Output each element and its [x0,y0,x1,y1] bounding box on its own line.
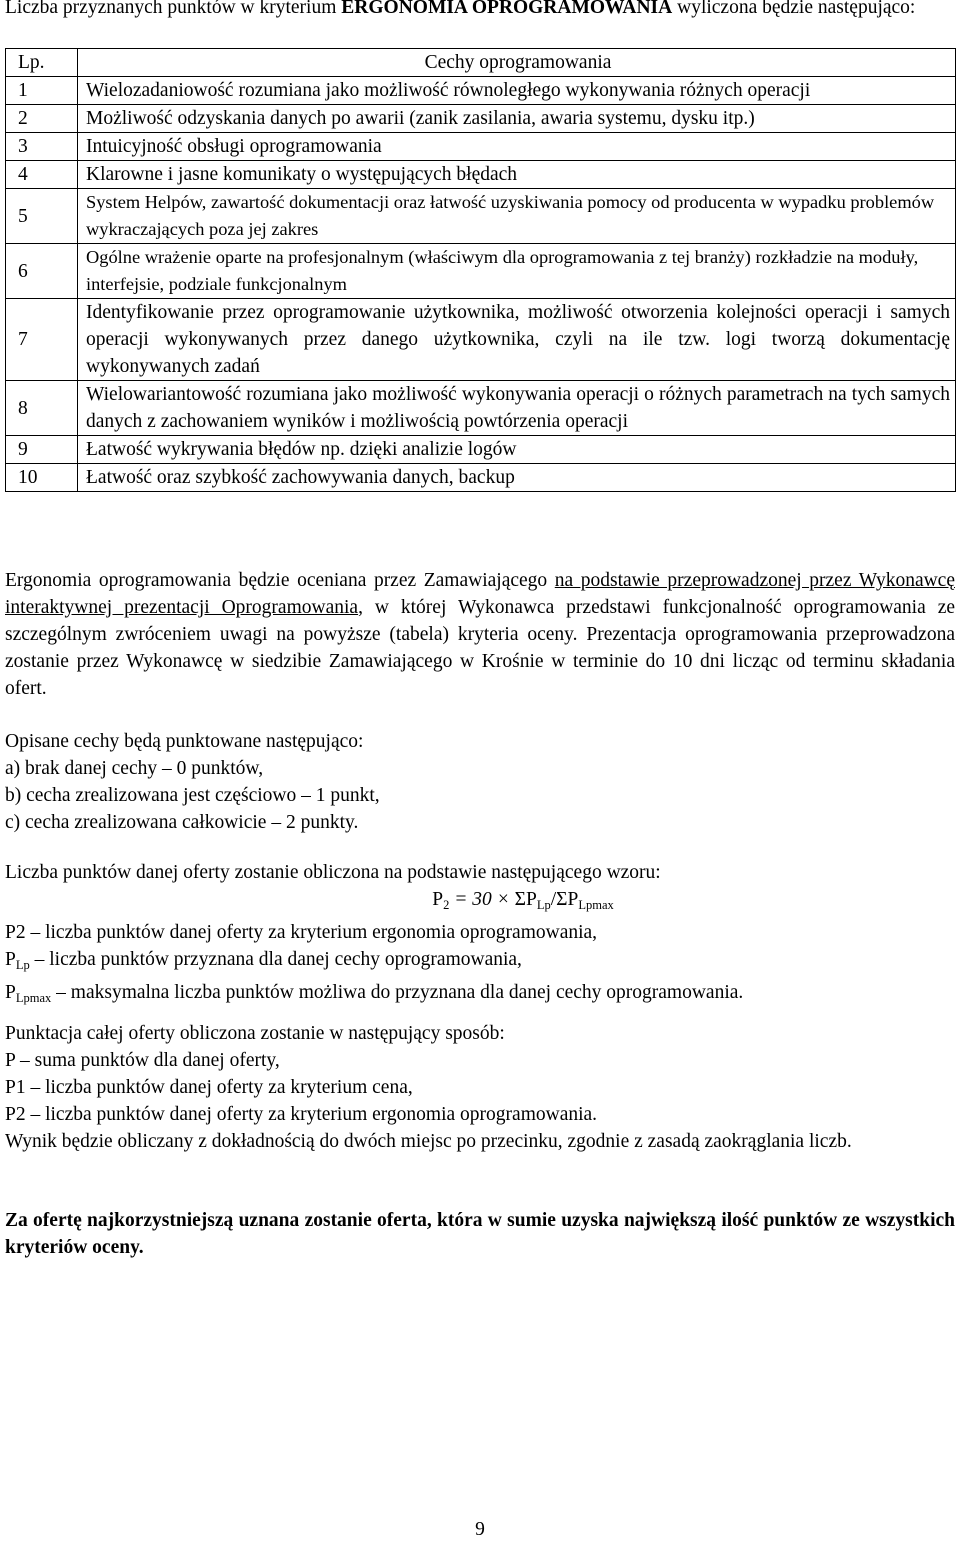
row-text: Łatwość oraz szybkość zachowywania danych, backup [78,464,956,492]
table-header-row [6,49,956,77]
total-result: Wynik będzie obliczany z dokładnością do dwóch miejsc po przecinku, zgodnie z zasadą zaokrąglania liczb. [5,1131,852,1152]
total-item: P1 – liczba punktów danej oferty za kryterium cena, [5,1077,413,1098]
row-text: Możliwość odzyskania danych po awarii (zanik zasilania, awaria systemu, dysku itp.) [78,105,956,133]
row-text: Klarowne i jasne komunikaty o występujących błędach [78,161,956,189]
row-number: 7 [6,299,78,381]
row-text: Identyfikowanie przez oprogramowanie użytkownika, możliwość otworzenia kolejności operacji i samych operacji wykonywanych przez danego użytkownika, czyli na ile tzw. logi tworzą dokumentację wykonywanych zadań [78,299,956,381]
row-number: 9 [6,436,78,464]
row-text: Ogólne wrażenie oparte na profesjonalnym (właściwym dla oprogramowania z tej branży) rozkładzie na moduły, interfejsie, podziale funkcjonalnym [78,244,956,299]
formula-sigma1-sub: Lp [536,898,551,912]
scoring-lead: Opisane cechy będą punktowane następująco: [5,731,364,752]
row-text: System Helpów, zawartość dokumentacji oraz łatwość uzyskiwania pomocy od producenta w wypadku problemów wykraczających poza jej zakres [78,189,956,244]
formula-p-sub: 2 [443,898,450,912]
scoring-item: c) cecha zrealizowana całkowicie – 2 punkty. [5,812,359,833]
table-row [6,77,956,105]
row-text: Intuicyjność obsługi oprogramowania [78,133,956,161]
row-number: 6 [6,244,78,299]
intro-paragraph [5,0,955,21]
formula-sigma2-sub: Lpmax [578,898,614,912]
formula-lead: Liczba punktów danej oferty zostanie obliczona na podstawie następującego wzoru: [5,862,661,883]
table-row [6,189,956,244]
table-row [6,299,956,381]
total-block [5,1020,955,1155]
formula-def-plpmax [5,979,955,1012]
formula-def-p2: P2 – liczba punktów danej oferty za kryterium ergonomia oprogramowania, [5,922,598,943]
row-text: Wielozadaniowość rozumiana jako możliwość równoległego wykonywania różnych operacji [78,77,956,105]
intro-criterion: ERGONOMIA OPROGRAMOWANIA [341,0,673,18]
intro-prefix: Liczba przyznanych punktów w kryterium [5,0,342,18]
header-features: Cechy oprogramowania [78,49,956,77]
formula-slash: / [550,889,557,910]
row-text: Wielowariantowość rozumiana jako możliwość wykonywania operacji o różnych parametrach na tych samych danych z zachowaniem wyników i możliwością powtórzenia operacji [78,381,956,436]
formula-block [5,859,955,1012]
formula-sigma2: ΣP [556,889,579,910]
table-row [6,105,956,133]
def3-sub: Lpmax [15,991,52,1005]
formula-p: P [432,889,444,910]
formula-equation [5,886,955,919]
formula-sigma1: ΣP [514,889,537,910]
table-row [6,436,956,464]
total-item: P – suma punktów dla danej oferty, [5,1050,280,1071]
row-number: 4 [6,161,78,189]
intro-suffix: wyliczona będzie następująco: [672,0,916,18]
ergonomia-text-a: Ergonomia oprogramowania będzie oceniana przez Zamawiającego [5,570,555,591]
formula-eq: = 30 × [449,889,515,910]
def2-sub: Lp [15,958,30,972]
ergonomia-paragraph [5,567,955,702]
row-number: 3 [6,133,78,161]
total-lead: Punktacja całej oferty obliczona zostanie w następujący sposób: [5,1023,505,1044]
def3-p: P [5,982,16,1003]
row-number: 8 [6,381,78,436]
ergonomia-underlined: na podstawie przeprowadzonej przez Wykonawcę interaktywnej prezentacji Oprogramowania [5,570,955,618]
table-row [6,133,956,161]
table-row [6,381,956,436]
def2-p: P [5,949,16,970]
header-lp: Lp. [6,49,78,77]
page-number: 9 [475,1519,485,1540]
table-row [6,161,956,189]
table-row [6,464,956,492]
def3-text: – maksymalna liczba punktów możliwa do przyznana dla danej cechy oprogramowania. [51,982,744,1003]
ergonomia-text-b: , w której Wykonawca przedstawi funkcjonalność oprogramowania ze szczególnym zwróceniem uwagi na powyższe (tabela) kryteria oceny. Prezentacja oprogramowania przeprowadzona zostanie przez Wykonawcę w siedzibie Zamawiającego w Krośnie w terminie do 10 dni licząc od terminu składania ofert. [5,597,955,699]
row-number: 5 [6,189,78,244]
criteria-table [5,48,956,492]
row-text: Łatwość wykrywania błędów np. dzięki analizie logów [78,436,956,464]
formula-def-plp [5,946,955,979]
row-number: 10 [6,464,78,492]
scoring-item: b) cecha zrealizowana jest częściowo – 1 punkt, [5,785,380,806]
table-row [6,244,956,299]
scoring-item: a) brak danej cechy – 0 punktów, [5,758,264,779]
conclusion-paragraph: Za ofertę najkorzystniejszą uznana zostanie oferta, która w sumie uzyska największą ilość punktów ze wszystkich kryteriów oceny. [5,1210,955,1258]
def2-text: – liczba punktów przyznana dla danej cechy oprogramowania, [29,949,522,970]
row-number: 2 [6,105,78,133]
row-number: 1 [6,77,78,105]
total-item: P2 – liczba punktów danej oferty za kryterium ergonomia oprogramowania. [5,1104,598,1125]
scoring-block [5,728,955,836]
